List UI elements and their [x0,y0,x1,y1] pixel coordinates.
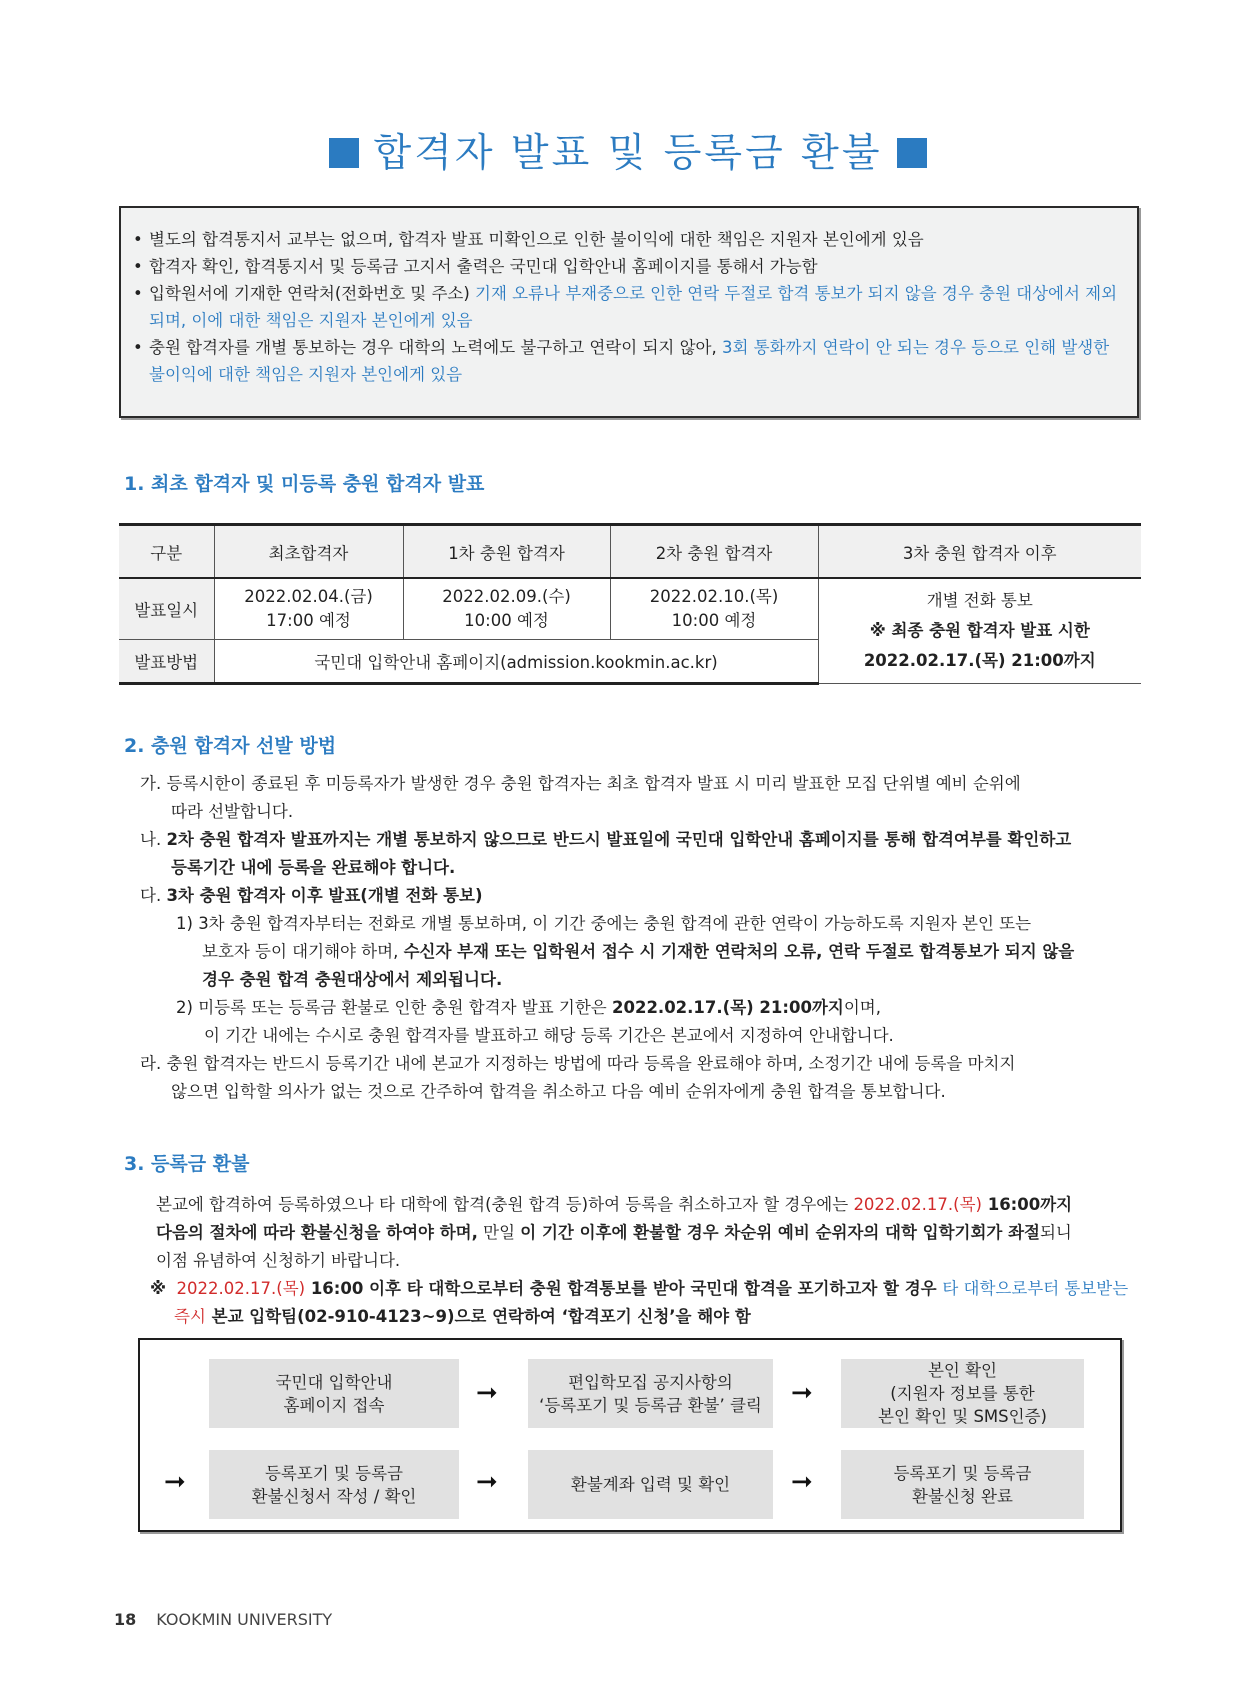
third-round-deadline: 2022.02.17.(목) 21:00까지 [863,650,1096,670]
list-item-cont [140,1078,1140,1106]
section-heading: 3. 등록금 환불 [124,1153,250,1175]
process-step: 편입학모집 공지사항의 ‘등록포기 및 등록금 환불’ 클릭 [528,1359,773,1428]
paragraph-line [156,1191,1146,1219]
notice-item [131,226,1125,253]
table-header: 3차 충원 합격자 이후 [818,525,1141,579]
section-heading: 2. 충원 합격자 선발 방법 [124,735,337,757]
row-label: 발표방법 [119,639,214,683]
body-text-bold: 이 기간 이후에 환불할 경우 차순위 예비 순위자의 대학 입학기회가 좌절 [520,1223,1040,1242]
table-header: 2차 충원 합격자 [610,525,818,579]
list-marker: 2) [176,998,193,1017]
table-header-row [119,525,1141,579]
process-step: 등록포기 및 등록금 환불신청 완료 [841,1450,1084,1519]
paragraph-line [156,1247,1146,1275]
square-bullet-icon [329,138,359,168]
note-highlight: 타 대학으로부터 통보받는 [942,1279,1129,1298]
table-cell: 국민대 입학안내 홈페이지(admission.kookmin.ac.kr) [214,639,818,683]
refund-process-flow [138,1338,1122,1532]
process-step: 등록포기 및 등록금 환불신청서 작성 / 확인 [209,1450,459,1519]
table-cell [214,578,403,639]
arrow-right-icon: ➞ [164,1467,186,1497]
table-header: 1차 충원 합격자 [403,525,610,579]
section2-body [140,770,1140,1106]
page-title [0,122,1256,178]
list-text: 충원 합격자는 반드시 등록기간 내에 본교가 지정하는 방법에 따라 등록을 완료해야 하며, 소정기간 내에 등록을 마치지 [166,1054,1016,1073]
process-step: 본인 확인 (지원자 정보를 통한 본인 확인 및 SMS인증) [841,1359,1084,1428]
list-text: 3차 충원 합격자 이후 발표(개별 전화 통보) [166,886,483,905]
body-text: 만일 [477,1223,521,1242]
list-marker: 1) [176,914,193,933]
list-item [140,882,1140,910]
list-text: 보호자 등이 대기해야 하며, [202,942,404,961]
section3-note [150,1275,1150,1331]
notice-box [119,206,1139,418]
footer-org: KOOKMIN UNIVERSITY [156,1610,333,1629]
table-row [119,578,1141,639]
notice-text: 별도의 합격통지서 교부는 없으며, 합격자 발표 미확인으로 인한 불이익에 대한 책임은 지원자 본인에게 있음 [149,230,924,249]
list-text: 따라 선발합니다. [171,802,294,821]
notice-highlight: 기재 오류나 부재중으로 인한 연락 두절로 합격 통보가 되지 않을 경우 충원 대상에서 제외되며, 이에 대한 책임은 지원자 본인에게 있음 [149,284,1118,330]
third-round-text: 개별 전화 통보 [926,590,1033,610]
notice-text: 충원 합격자를 개별 통보하는 경우 대학의 노력에도 불구하고 연락이 되지 않아, [149,338,722,357]
process-step: 환불계좌 입력 및 확인 [528,1450,773,1519]
page-title-text: 합격자 발표 및 등록금 환불 [373,131,883,176]
list-item [140,1050,1140,1078]
sub-item [140,910,1140,938]
arrow-right-icon: ➞ [476,1378,498,1408]
notice-item [131,280,1125,334]
list-text-bold: 수신자 부재 또는 입학원서 접수 시 기재한 연락처의 오류, 연락 두절로 합격통보가 되지 않을 [403,942,1075,961]
list-item [140,826,1140,854]
sub-item-cont [140,938,1140,966]
note-line [150,1303,1150,1331]
list-text: 3차 충원 합격자부터는 전화로 개별 통보하며, 이 기간 중에는 충원 합격에 관한 연락이 가능하도록 지원자 본인 또는 [198,914,1032,933]
list-marker: 라. [140,1054,162,1073]
note-highlight: 즉시 [174,1307,206,1326]
section-heading: 1. 최초 합격자 및 미등록 충원 합격자 발표 [124,473,485,495]
sub-item-cont [140,966,1140,994]
list-marker: 나. [140,830,162,849]
table-header: 최초합격자 [214,525,403,579]
section3-body [156,1191,1146,1275]
process-step: 국민대 입학안내 홈페이지 접속 [209,1359,459,1428]
notice-item [131,334,1125,388]
note-line [150,1275,1150,1303]
sub-item [140,994,1140,1022]
list-text: 이 기간 내에는 수시로 충원 합격자를 발표하고 해당 등록 기간은 본교에서 지정하여 안내합니다. [204,1026,894,1045]
notice-text: 입학원서에 기재한 연락처(전화번호 및 주소) [149,284,476,303]
notice-highlight: 3회 통화까지 연락이 안 되는 경우 등으로 인해 발생한 불이익에 대한 책임은 지원자 본인에게 있음 [149,338,1110,384]
list-text-bold: 2022.02.17.(목) 21:00까지 [612,998,844,1017]
list-text: 등록기간 내에 등록을 완료해야 합니다. [171,858,456,877]
body-text: 본교에 합격하여 등록하였으나 타 대학에 합격(충원 합격 등)하여 등록을 취소하고자 할 경우에는 [156,1195,854,1214]
arrow-right-icon: ➞ [791,1467,813,1497]
body-text-bold: 다음의 절차에 따라 환불신청을 하여야 하며, [156,1223,478,1242]
body-text: 되니 [1039,1223,1072,1242]
date-text: 2022.02.09.(수) [442,586,571,606]
square-bullet-icon [897,138,927,168]
list-item-cont [140,798,1140,826]
list-marker: 다. [140,886,162,905]
notice-text: 합격자 확인, 합격통지서 및 등록금 고지서 출력은 국민대 입학안내 홈페이지를 통해서 가능함 [149,257,818,276]
deadline-date: 2022.02.17.(목) [176,1279,306,1298]
list-text: 이며, [843,998,881,1017]
arrow-right-icon: ➞ [791,1378,813,1408]
page-number: 18 [114,1610,137,1629]
table-cell [610,578,818,639]
list-marker: 가. [140,774,162,793]
list-text: 2차 충원 합격자 발표까지는 개별 통보하지 않으므로 반드시 발표일에 국민대 입학안내 홈페이지를 통해 합격여부를 확인하고 [166,830,1072,849]
deadline-time: 16:00까지 [981,1195,1073,1214]
date-text: 2022.02.10.(목) [649,586,779,606]
announcement-schedule-table [119,523,1141,685]
list-text: 미등록 또는 등록금 환불로 인한 충원 합격자 발표 기한은 [198,998,612,1017]
list-text: 않으면 입학할 의사가 없는 것으로 간주하여 합격을 취소하고 다음 예비 순위자에게 충원 합격을 통보합니다. [171,1082,946,1101]
time-text: 10:00 예정 [671,610,757,630]
sub-item-cont [140,1022,1140,1050]
third-round-note: ※ 최종 충원 합격자 발표 시한 [869,620,1090,640]
row-label: 발표일시 [119,578,214,639]
note-text-bold: 16:00 이후 타 대학으로부터 충원 합격통보를 받아 국민대 합격을 포기하고자 할 경우 [305,1279,943,1298]
table-header: 구분 [119,525,214,579]
table-cell [818,578,1141,683]
list-item [140,770,1140,798]
time-text: 10:00 예정 [464,610,549,630]
note-text-bold: 본교 입학팀(02-910-4123~9)으로 연락하여 ‘합격포기 신청’을 해야 함 [205,1307,751,1326]
paragraph-line [156,1219,1146,1247]
arrow-right-icon: ➞ [476,1467,498,1497]
time-text: 17:00 예정 [266,610,351,630]
date-text: 2022.02.04.(금) [244,586,373,606]
list-item-cont [140,854,1140,882]
note-mark: ※ [150,1279,167,1298]
table-cell [403,578,610,639]
list-text: 경우 충원 합격 충원대상에서 제외됩니다. [202,970,503,989]
list-text: 등록시한이 종료된 후 미등록자가 발생한 경우 충원 합격자는 최초 합격자 발표 시 미리 발표한 모집 단위별 예비 순위에 [166,774,1021,793]
page-footer [114,1610,332,1629]
deadline-date: 2022.02.17.(목) [853,1195,982,1214]
body-text: 이점 유념하여 신청하기 바랍니다. [156,1251,401,1270]
notice-item [131,253,1125,280]
